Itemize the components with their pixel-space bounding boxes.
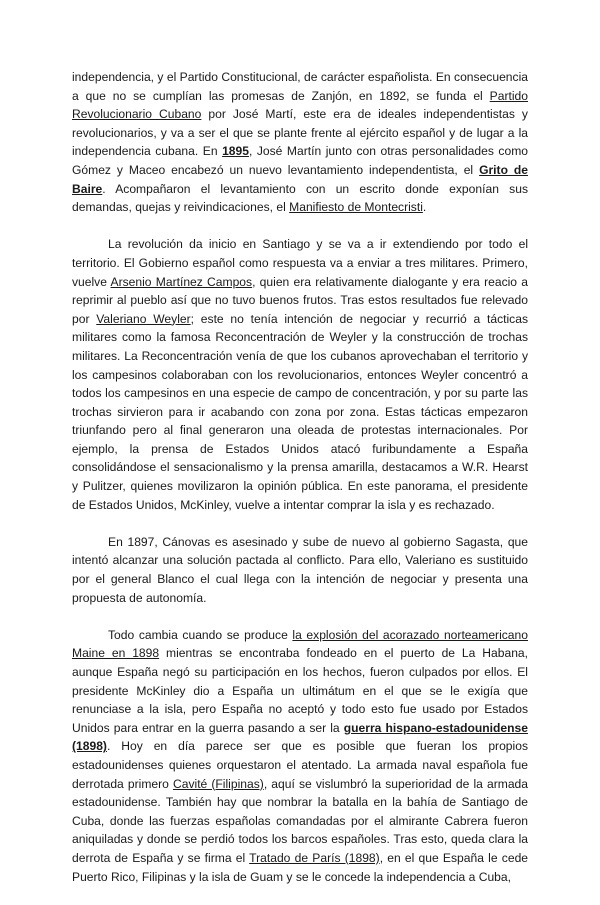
text-run: mientras se encontraba fondeado en el puerto de La Habana, aunque España negó su participación en los hechos, fueron culpados por ellos. El presidente McKinley dio a España un ultimátum en el que se le exigía que renunciase a la isla, pero España no aceptó y todo esto fue usado por Estados Unidos para entrar en la guerra pasando a ser la bbox=[72, 646, 529, 735]
text-run: La revolución da inicio en Santiago y se va a ir extendiendo por todo el territorio. El Gobierno español como respuesta va a enviar a tres militares. Primero, vuelve bbox=[72, 237, 528, 289]
paragraph bbox=[72, 68, 528, 217]
text-run: , quien era relativamente dialogante y era reacio a reprimir al pueblo así que no tuvo buenos frutos. Tras estos resultados fue relevado por bbox=[72, 274, 528, 326]
text-run: Todo cambia cuando se produce bbox=[108, 627, 293, 642]
underlined-term: Tratado de París (1898) bbox=[249, 850, 380, 865]
text-run: En 1897, Cánovas es asesinado y sube de nuevo al gobierno Sagasta, que intentó alcanzar una solución pactada al conflicto. Para ello, Valeriano es sustituido por el general Blanco el cual llega con la intención de negociar y presenta una propuesta de autonomía. bbox=[72, 534, 528, 605]
underlined-term: Arsenio Martínez Campos bbox=[110, 274, 253, 289]
text-run: por José Martí, este era de ideales independentistas y revolucionarios, y va a ser el que se plante frente al ejército español y de lugar a la independencia cubana. En bbox=[72, 107, 528, 159]
text-run: , aquí se vislumbró la superioridad de la armada estadounidense. También hay que nombrar la batalla en la bahía de Santiago de Cuba, donde las fuerzas españolas comandadas por el almirante Cabrera fueron aniquiladas y donde se perdió todos los barcos españoles. Tras esto, queda clara la derrota de España y se firma el bbox=[72, 776, 528, 865]
text-run: . bbox=[422, 200, 427, 215]
bold-underlined-term: guerra hispano-estadounidense (1898) bbox=[72, 720, 528, 754]
text-run: ; este no tenía intención de negociar y recurrió a tácticas militares como la famosa Reconcentración de Weyler y la construcción de trochas militares. La Reconcentración venía de que los cubanos aprovechaban el territorio y los campesinos colaboraban con los revolucionarios, entonces Weyler concentró a todos los campesinos en una especie de campo de concentración, y por su parte las trochas sirvieron para ir acabando con zona por zona. Estas tácticas empezaron triunfando pero al final generaron una oleada de protestas internacionales. Por ejemplo, la prensa de Estados Unidos atacó furibundamente a España consolidándose el sensacionalismo y la prensa amarilla, destacamos a W.R. Hearst y Pulitzer, quienes movilizaron la opinión pública. En este panorama, el presidente de Estados Unidos, McKinley, vuelve a intentar comprar la isla y es rechazado. bbox=[72, 311, 528, 512]
underlined-term: Manifiesto de Montecristi bbox=[289, 200, 423, 215]
underlined-term: Cavité (Filipinas) bbox=[173, 776, 264, 791]
paragraph bbox=[72, 533, 528, 607]
text-run: , en el que España le cede Puerto Rico, Filipinas y la isla de Guam y se le concede la independencia a Cuba, bbox=[72, 850, 529, 884]
underlined-term: Partido Revolucionario Cubano bbox=[72, 88, 528, 122]
text-run: . Acompañaron el levantamiento con un escrito donde exponían sus demandas, quejas y reivindicaciones, el bbox=[72, 181, 528, 215]
bold-underlined-term: 1895 bbox=[222, 144, 249, 159]
underlined-term: Valeriano Weyler bbox=[96, 311, 191, 326]
underlined-term: la explosión del acorazado norteamericano Maine en 1898 bbox=[72, 627, 528, 661]
paragraph bbox=[72, 235, 528, 514]
text-run: independencia, y el Partido Constitucional, de carácter españolista. En consecuencia a que no se cumplían las promesas de Zanjón, en 1892, se funda el bbox=[72, 70, 528, 103]
bold-underlined-term: Grito de Baire bbox=[72, 162, 528, 196]
document-page bbox=[72, 68, 528, 905]
paragraph bbox=[72, 626, 528, 886]
text-run: . Hoy en día parece ser que es posible que fueran los propios estadounidenses quienes orquestaron el atentado. La armada naval española fue derrotada primero bbox=[72, 739, 528, 791]
text-run: , José Martín junto con otras personalidades como Gómez y Maceo encabezó un nuevo levantamiento independentista, el bbox=[72, 144, 528, 177]
